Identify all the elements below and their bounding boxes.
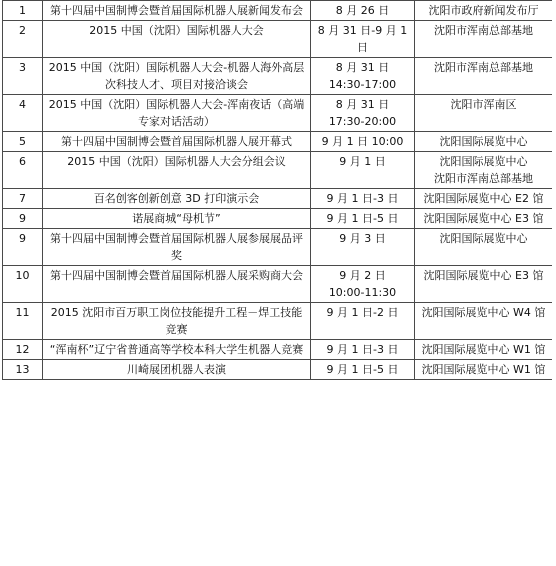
- event-time: 9 月 3 日: [311, 229, 415, 266]
- table-row: [3, 21, 553, 58]
- row-number: 5: [3, 132, 43, 152]
- row-number: 6: [3, 152, 43, 189]
- event-time: 8 月 31 日 17:30-20:00: [311, 95, 415, 132]
- event-time: 9 月 1 日-5 日: [311, 209, 415, 229]
- event-name: 2015 中国（沈阳）国际机器人大会: [43, 21, 311, 58]
- event-place: 沈阳市浑南总部基地: [415, 58, 553, 95]
- table-row: [3, 95, 553, 132]
- event-name: “浑南杯”辽宁省普通高等学校本科大学生机器人竞赛: [43, 340, 311, 360]
- row-number: 9: [3, 209, 43, 229]
- table-row: [3, 189, 553, 209]
- row-number: 10: [3, 266, 43, 303]
- event-place: 沈阳国际展览中心 W1 馆: [415, 340, 553, 360]
- event-time: 9 月 1 日: [311, 152, 415, 189]
- event-place: 沈阳国际展览中心 W1 馆: [415, 360, 553, 380]
- table-row: [3, 132, 553, 152]
- event-place: 沈阳国际展览中心 沈阳市浑南总部基地: [415, 152, 553, 189]
- row-number: 11: [3, 303, 43, 340]
- event-name: 第十四届中国制博会暨首届国际机器人展采购商大会: [43, 266, 311, 303]
- row-number: 2: [3, 21, 43, 58]
- table-row: [3, 360, 553, 380]
- event-name: 诺展商城“母机节”: [43, 209, 311, 229]
- event-place: 沈阳市政府新闻发布厅: [415, 1, 553, 21]
- event-place: 沈阳国际展览中心: [415, 229, 553, 266]
- schedule-document: [2, 0, 552, 566]
- event-time: 9 月 1 日-2 日: [311, 303, 415, 340]
- event-name: 第十四届中国制博会暨首届国际机器人展开幕式: [43, 132, 311, 152]
- row-number: 7: [3, 189, 43, 209]
- event-place: 沈阳市浑南总部基地: [415, 21, 553, 58]
- table-row: [3, 152, 553, 189]
- event-time: 9 月 1 日-5 日: [311, 360, 415, 380]
- table-row: [3, 303, 553, 340]
- event-place: 沈阳国际展览中心 E3 馆: [415, 266, 553, 303]
- schedule-body: [3, 1, 553, 380]
- table-row: [3, 209, 553, 229]
- event-schedule-table: [2, 0, 552, 380]
- event-time: 9 月 2 日 10:00-11:30: [311, 266, 415, 303]
- event-name: 第十四届中国制博会暨首届国际机器人展参展展品评奖: [43, 229, 311, 266]
- event-name: 2015 沈阳市百万职工岗位技能提升工程－焊工技能竞赛: [43, 303, 311, 340]
- event-time: 9 月 1 日-3 日: [311, 340, 415, 360]
- event-place: 沈阳国际展览中心 E3 馆: [415, 209, 553, 229]
- event-name: 2015 中国（沈阳）国际机器人大会-机器人海外高层次科技人才、项目对接洽谈会: [43, 58, 311, 95]
- event-place: 沈阳国际展览中心: [415, 132, 553, 152]
- row-number: 13: [3, 360, 43, 380]
- event-time: 8 月 26 日: [311, 1, 415, 21]
- event-name: 川崎展团机器人表演: [43, 360, 311, 380]
- table-row: [3, 1, 553, 21]
- event-name: 百名创客创新创意 3D 打印演示会: [43, 189, 311, 209]
- event-time: 8 月 31 日 14:30-17:00: [311, 58, 415, 95]
- row-number: 12: [3, 340, 43, 360]
- row-number: 3: [3, 58, 43, 95]
- event-place: 沈阳国际展览中心 W4 馆: [415, 303, 553, 340]
- row-number: 9: [3, 229, 43, 266]
- row-number: 1: [3, 1, 43, 21]
- table-row: [3, 58, 553, 95]
- event-name: 第十四届中国制博会暨首届国际机器人展新闻发布会: [43, 1, 311, 21]
- event-time: 9 月 1 日-3 日: [311, 189, 415, 209]
- table-row: [3, 229, 553, 266]
- row-number: 4: [3, 95, 43, 132]
- event-name: 2015 中国（沈阳）国际机器人大会-浑南夜话（高端专家对话活动）: [43, 95, 311, 132]
- event-name: 2015 中国（沈阳）国际机器人大会分组会议: [43, 152, 311, 189]
- event-place: 沈阳国际展览中心 E2 馆: [415, 189, 553, 209]
- event-time: 9 月 1 日 10:00: [311, 132, 415, 152]
- table-row: [3, 266, 553, 303]
- event-time: 8 月 31 日-9 月 1 日: [311, 21, 415, 58]
- table-row: [3, 340, 553, 360]
- event-place: 沈阳市浑南区: [415, 95, 553, 132]
